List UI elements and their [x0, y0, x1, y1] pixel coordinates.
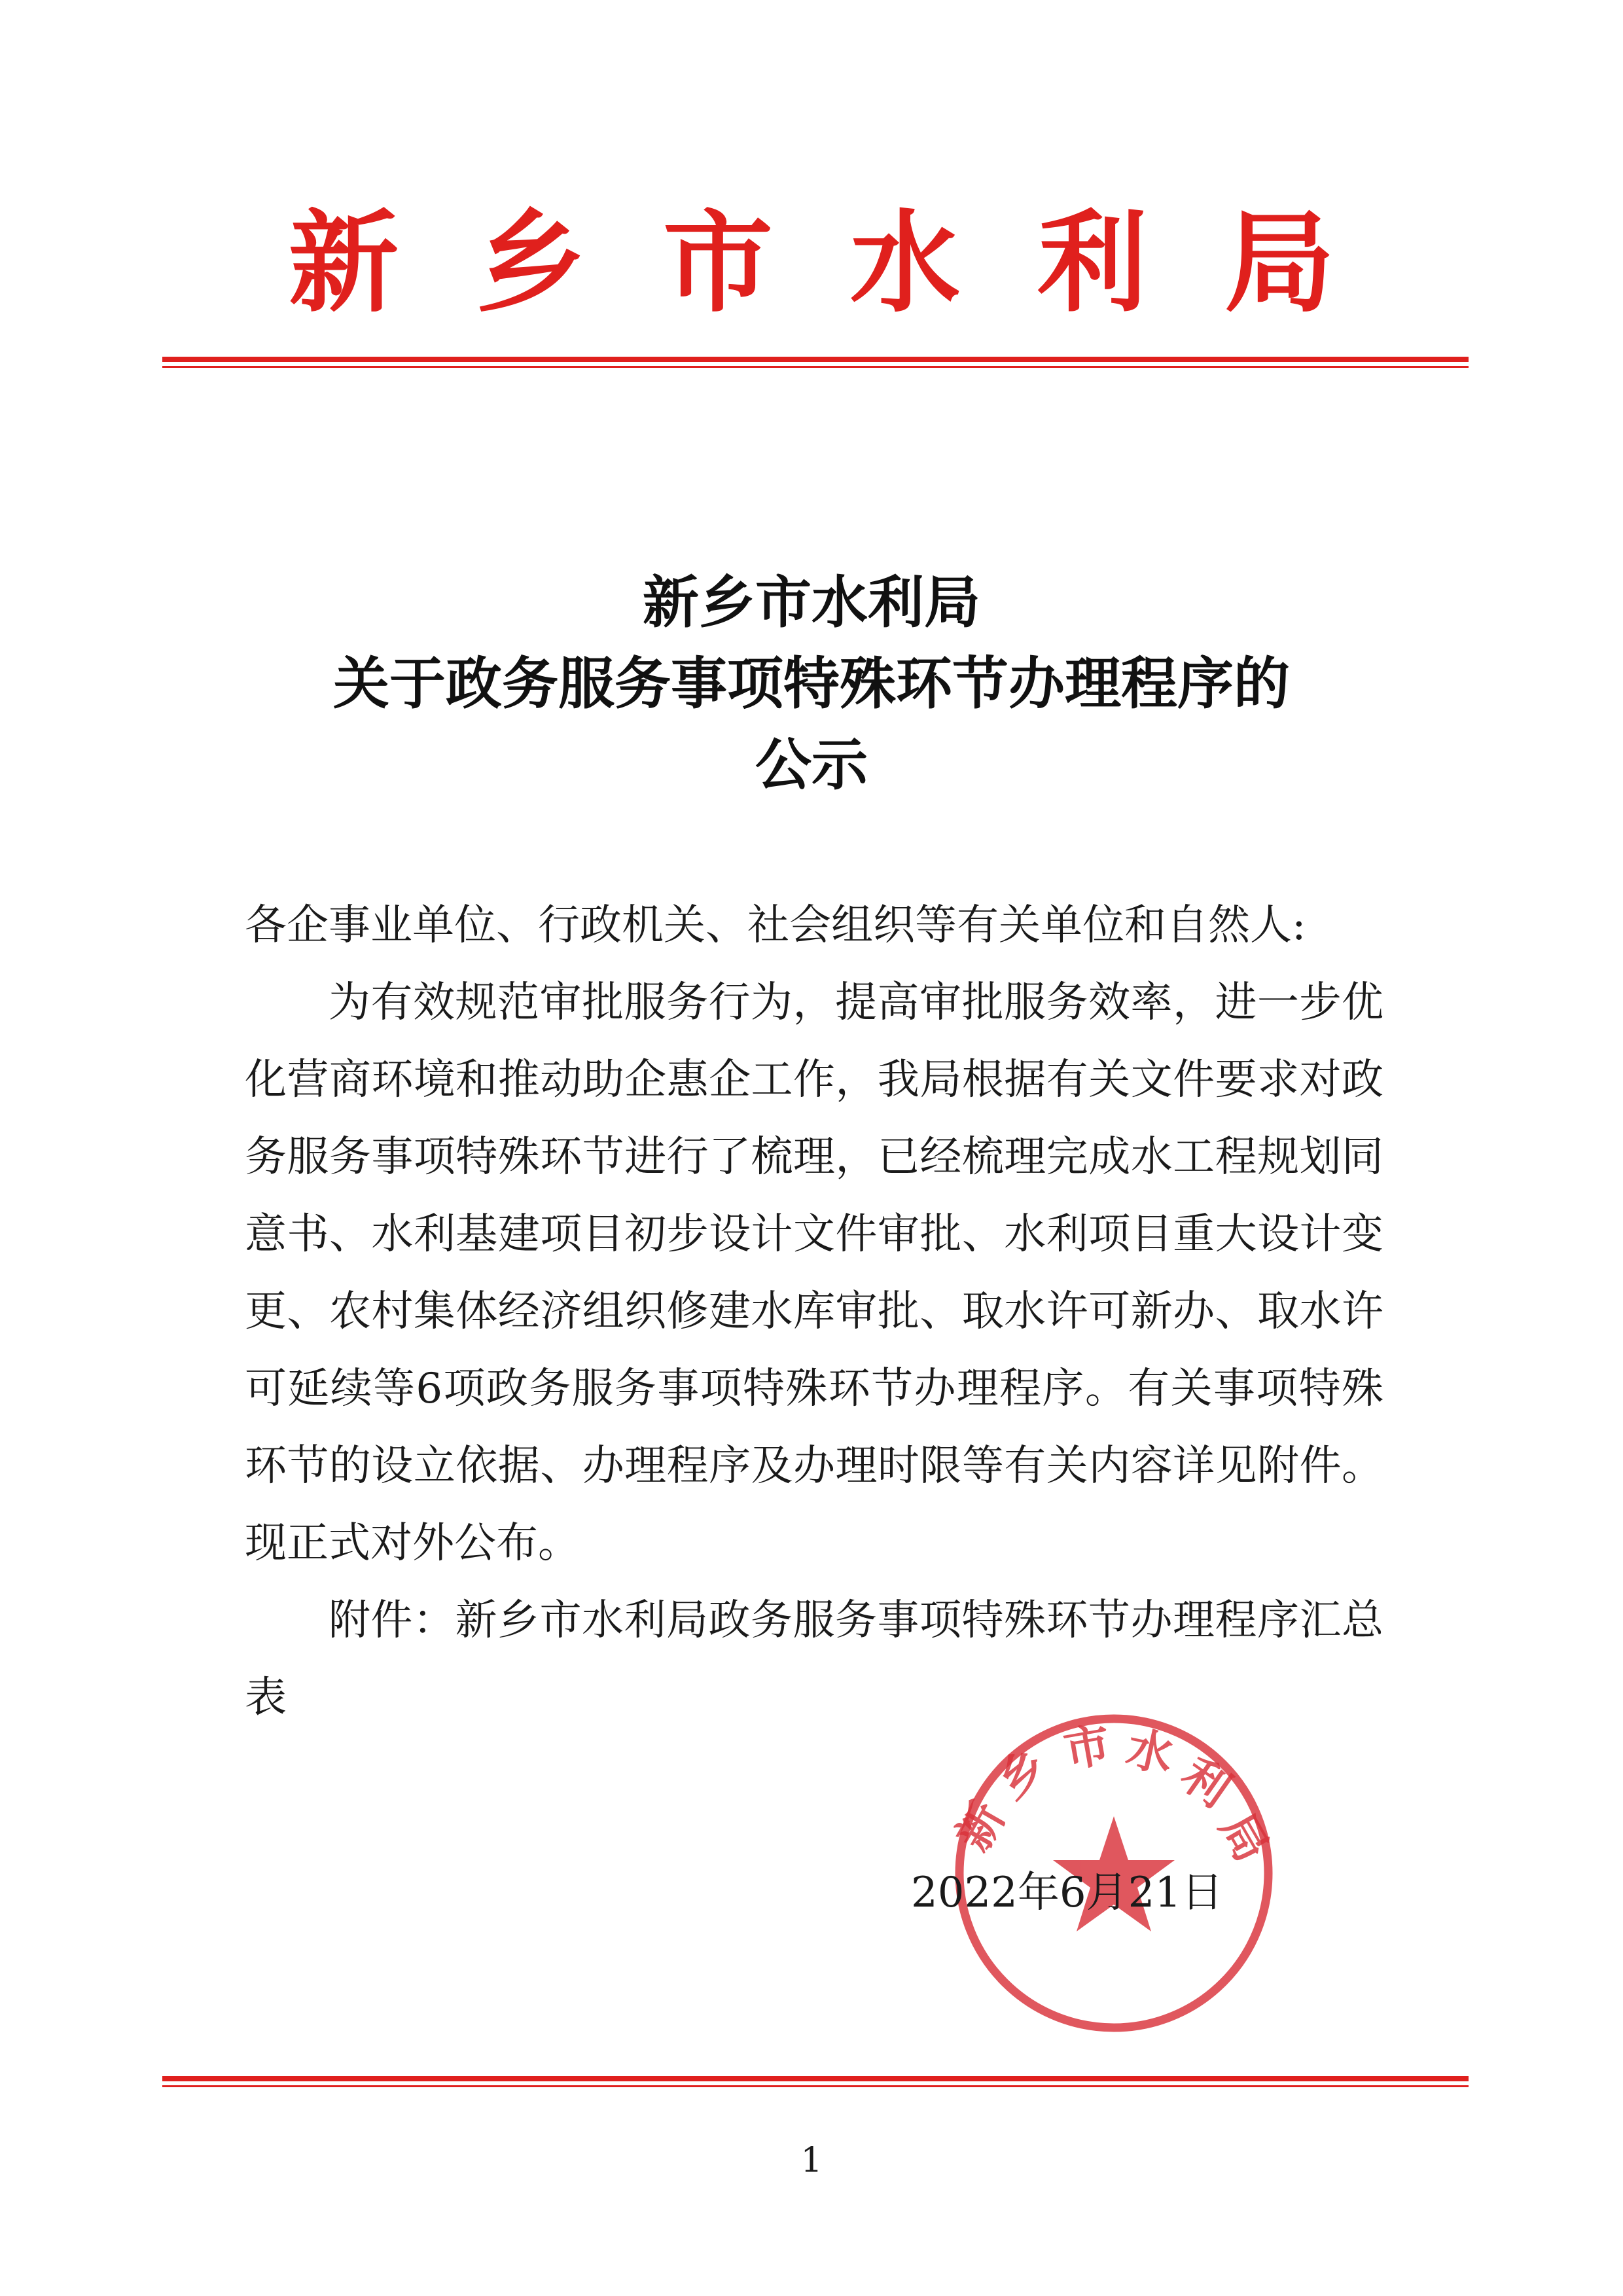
document-title-line-2: 关于政务服务事项特殊环节办理程序的	[333, 651, 1290, 717]
footer-divider-thick-line	[162, 2076, 1469, 2081]
footer-divider-thin-line	[162, 2085, 1469, 2087]
masthead-divider	[162, 357, 1469, 368]
masthead-title: 新乡市水利局	[289, 199, 1412, 327]
svg-text:乡: 乡	[988, 1738, 1057, 1809]
svg-text:市: 市	[1060, 1717, 1115, 1778]
svg-text:水: 水	[1122, 1721, 1178, 1784]
issue-date: 2022年6月21日	[911, 1869, 1224, 1917]
page-number: 1	[800, 2141, 823, 2180]
salutation: 各企事业单位、行政机关、社会组织等有关单位和自然人:	[245, 901, 1306, 950]
body-paragraph: 为有效规范审批服务行为，提高审批服务效率，进一步优化营商环境和推动助企惠企工作，我局根据有关文件要求对政务服务事项特殊环节进行了梳理，已经梳理完成水工程规划同意书、水利基建项目初步设计文件审批、水利项目重大设计变更、农村集体经济组织修建水库审批、取水许可新办、取水许可延续等6项政务服务事项特殊环节办理程序。有关事项特殊环节的设立依据、办理程序及办理时限等有关内容详见附件。现正式对外公布。	[245, 978, 1383, 1568]
divider-thin-line	[162, 366, 1469, 368]
document-title-line-1: 新乡市水利局	[643, 569, 980, 636]
divider-thick-line	[162, 357, 1469, 362]
svg-text:局: 局	[1209, 1804, 1279, 1871]
footer-divider	[162, 2076, 1469, 2087]
svg-text:利: 利	[1171, 1747, 1240, 1818]
document-title-line-3: 公示	[755, 732, 868, 798]
attachment-note: 附件：新乡市水利局政务服务事项特殊环节办理程序汇总表	[245, 1596, 1383, 1722]
svg-text:新: 新	[946, 1793, 1016, 1860]
